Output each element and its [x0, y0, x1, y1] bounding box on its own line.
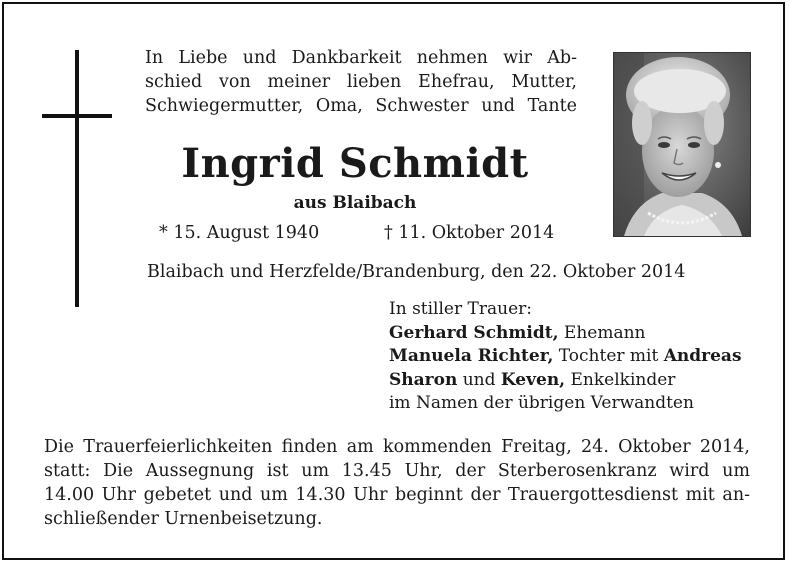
footer-line: 14.00 Uhr gebetet und um 14.30 Uhr beginnt der Trauergottesdienst mit an-: [44, 485, 750, 505]
intro-line: Schwiegermutter, Oma, Schwester und Tante: [145, 96, 577, 116]
mourner-row: [389, 345, 742, 369]
deceased-name: Ingrid Schmidt: [181, 140, 529, 187]
mourner-connector: und: [457, 369, 501, 390]
place-and-date: Blaibach und Herzfelde/Brandenburg, den 22. Oktober 2014: [147, 262, 686, 282]
portrait-photo: [613, 52, 751, 237]
mourner-row: im Namen der übrigen Verwandten: [389, 393, 694, 413]
deceased-origin: aus Blaibach: [293, 193, 417, 213]
intro-line: schied von meiner lieben Ehefrau, Mutter,: [145, 72, 577, 92]
mourner-name: Sharon: [389, 369, 458, 390]
footer-line: schließender Urnenbeisetzung.: [44, 509, 323, 529]
mourner-relation: Tochter mit: [553, 346, 664, 366]
mourner-relation: Ehemann: [558, 322, 646, 343]
mourner-name: Manuela Richter,: [389, 346, 554, 366]
obituary-notice: [2, 2, 785, 560]
mourner-row: [389, 322, 742, 346]
footer-line: Die Trauerfeierlichkeiten finden am kommenden Freitag, 24. Oktober 2014,: [44, 437, 750, 457]
mourners-heading: In stiller Trauer:: [389, 299, 532, 319]
mourners-block: [389, 298, 742, 416]
funeral-details: [44, 435, 750, 531]
mourner-name: Keven,: [500, 369, 566, 390]
footer-line: statt: Die Aussegnung ist um 13.45 Uhr, der Sterberosenkranz wird um: [44, 461, 750, 481]
cross-icon-horizontal: [42, 114, 112, 118]
mourner-row: [389, 369, 742, 393]
mourner-relation: Enkelkinder: [565, 369, 676, 390]
mourner-name: Andreas: [663, 346, 742, 366]
intro-text: [145, 46, 577, 118]
death-date: † 11. Oktober 2014: [384, 223, 555, 243]
intro-line: In Liebe und Dankbarkeit nehmen wir Ab-: [145, 48, 577, 68]
cross-icon-vertical: [75, 50, 79, 307]
birth-date: * 15. August 1940: [159, 223, 320, 243]
mourner-name: Gerhard Schmidt,: [389, 322, 559, 343]
